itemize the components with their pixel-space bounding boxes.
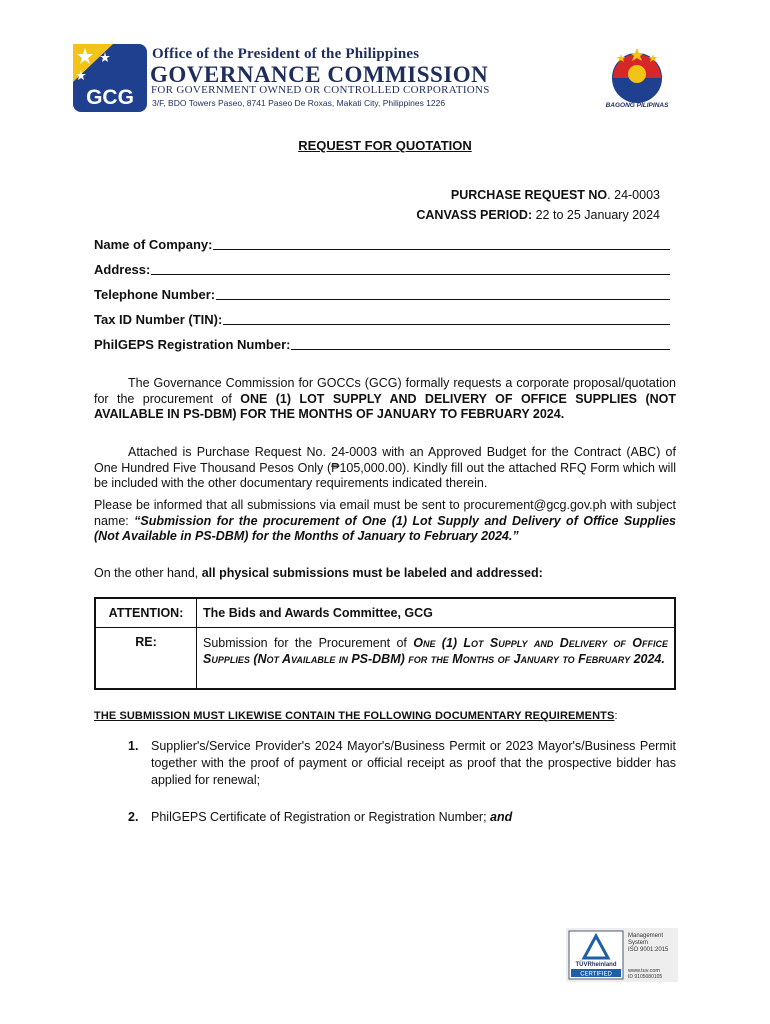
field-label: PhilGEPS Registration Number:: [94, 337, 291, 352]
fill-line[interactable]: [151, 262, 670, 275]
cert-line3: ISO 9001:2015: [628, 947, 669, 953]
paragraph-request: [94, 376, 676, 423]
pr-label: PURCHASE REQUEST NO: [450, 188, 608, 202]
item-text-wrap: [151, 809, 676, 826]
re-cell: [197, 628, 676, 690]
item-text: PhilGEPS Certificate of Registration or Registration Number;: [151, 810, 491, 824]
commission-subtitle: FOR GOVERNMENT OWNED OR CONTROLLED CORPORATIONS: [151, 84, 490, 96]
cert-brand: TÜVRheinland: [575, 962, 617, 968]
heading-colon: :: [614, 710, 618, 722]
field-label: Address:: [94, 262, 151, 277]
logo-text: GCG: [86, 86, 134, 109]
attention-table: [94, 597, 676, 690]
field-telephone[interactable]: [94, 287, 670, 302]
requirements-heading-text: THE SUBMISSION MUST LIKEWISE CONTAIN THE FOLLOWING DOCUMENTARY REQUIREMENTS: [94, 710, 615, 722]
field-address[interactable]: [94, 262, 670, 277]
list-item: [128, 738, 676, 789]
canvass-value: 22 to 25 January 2024: [532, 208, 660, 222]
attention-label: ATTENTION:: [95, 598, 197, 628]
cert-line2: System: [628, 940, 649, 946]
fill-line[interactable]: [291, 337, 670, 350]
commission-name: GOVERNANCE COMMISSION: [150, 62, 489, 87]
gcg-logo: [73, 44, 147, 112]
field-philgeps[interactable]: [94, 337, 670, 352]
procurement-title: ONE (1) LOT SUPPLY AND DELIVERY OF OFFICE SUPPLIES (NOT AVAILABLE IN PS-DBM) FOR THE MONTHS OF JANUARY TO FEBRUARY 2024.: [94, 391, 676, 421]
field-label: Telephone Number:: [94, 287, 216, 302]
document-title: REQUEST FOR QUOTATION: [298, 138, 472, 153]
fill-line[interactable]: [223, 312, 670, 325]
table-row: [95, 628, 675, 690]
field-label: Tax ID Number (TIN):: [94, 312, 223, 327]
canvass-period: [416, 208, 660, 222]
item-number: 1.: [128, 739, 139, 753]
requirements-heading: [94, 710, 618, 722]
commission-address: 3/F, BDO Towers Paseo, 8741 Paseo De Roxas, Makati City, Philippines 1226: [152, 98, 446, 108]
paragraph-email: [94, 498, 676, 545]
email-instruction: Please be informed that all submissions via email must be sent to procurement@gcg.gov.ph with subject name:: [94, 498, 676, 528]
pr-value: . 24-0003: [607, 188, 660, 202]
list-item: [128, 809, 676, 826]
cert-line1: Management: [628, 933, 664, 939]
physical-instruction: all physical submissions must be labeled and addressed:: [201, 566, 543, 580]
re-label: RE:: [95, 628, 197, 690]
field-tin[interactable]: [94, 312, 670, 327]
canvass-label: CANVASS PERIOD:: [416, 208, 533, 222]
request-text: The Governance Commission for GOCCs (GCG) formally requests a corporate proposal/quotation for the procurement of: [94, 376, 676, 406]
office-line: Office of the President of the Philippines: [152, 46, 420, 62]
certification-mark: [566, 928, 678, 982]
field-company-name[interactable]: [94, 237, 670, 252]
item-tail: and: [490, 810, 513, 824]
physical-intro: On the other hand,: [94, 566, 202, 580]
re-value: One (1) Lot Supply and Delivery of Office Supplies (Not Available in PS-DBM) for the Months of January to February 2024.: [203, 636, 668, 666]
cert-web: www.tuv.com: [628, 968, 660, 974]
re-prefix: Submission for the Procurement of: [203, 636, 414, 650]
field-label: Name of Company:: [94, 237, 213, 252]
email-subject: “Submission for the procurement of One (1) Lot Supply and Delivery of Office Supplies (Not Available in PS-DBM) for the Months of January to February 2024.”: [94, 513, 676, 543]
cert-badge: CERTIFIED: [580, 971, 612, 978]
paragraph-physical: [94, 566, 676, 582]
item-number: 2.: [128, 810, 139, 824]
cert-id: ID 9105080105: [628, 974, 663, 980]
item-text: Supplier's/Service Provider's 2024 Mayor's/Business Permit or 2023 Mayor's/Business Permit together with the proof of payment or official receipt as proof that the prospective bidder has applied for renewal;: [151, 739, 676, 787]
fill-line[interactable]: [216, 287, 670, 300]
purchase-request-number: [451, 188, 660, 202]
attention-value: The Bids and Awards Committee, GCG: [197, 598, 676, 628]
paragraph-attached: Attached is Purchase Request No. 24-0003 with an Approved Budget for the Contract (ABC) of One Hundred Five Thousand Pesos Only (₱105,000.00). Kindly fill out the attached RFQ Form which will be included with the other documentary requirements indicated therein.: [94, 445, 676, 490]
table-row: [95, 598, 675, 628]
fill-line[interactable]: [213, 237, 670, 250]
bagong-pilipinas-text: BAGONG PILIPINAS: [605, 102, 669, 109]
